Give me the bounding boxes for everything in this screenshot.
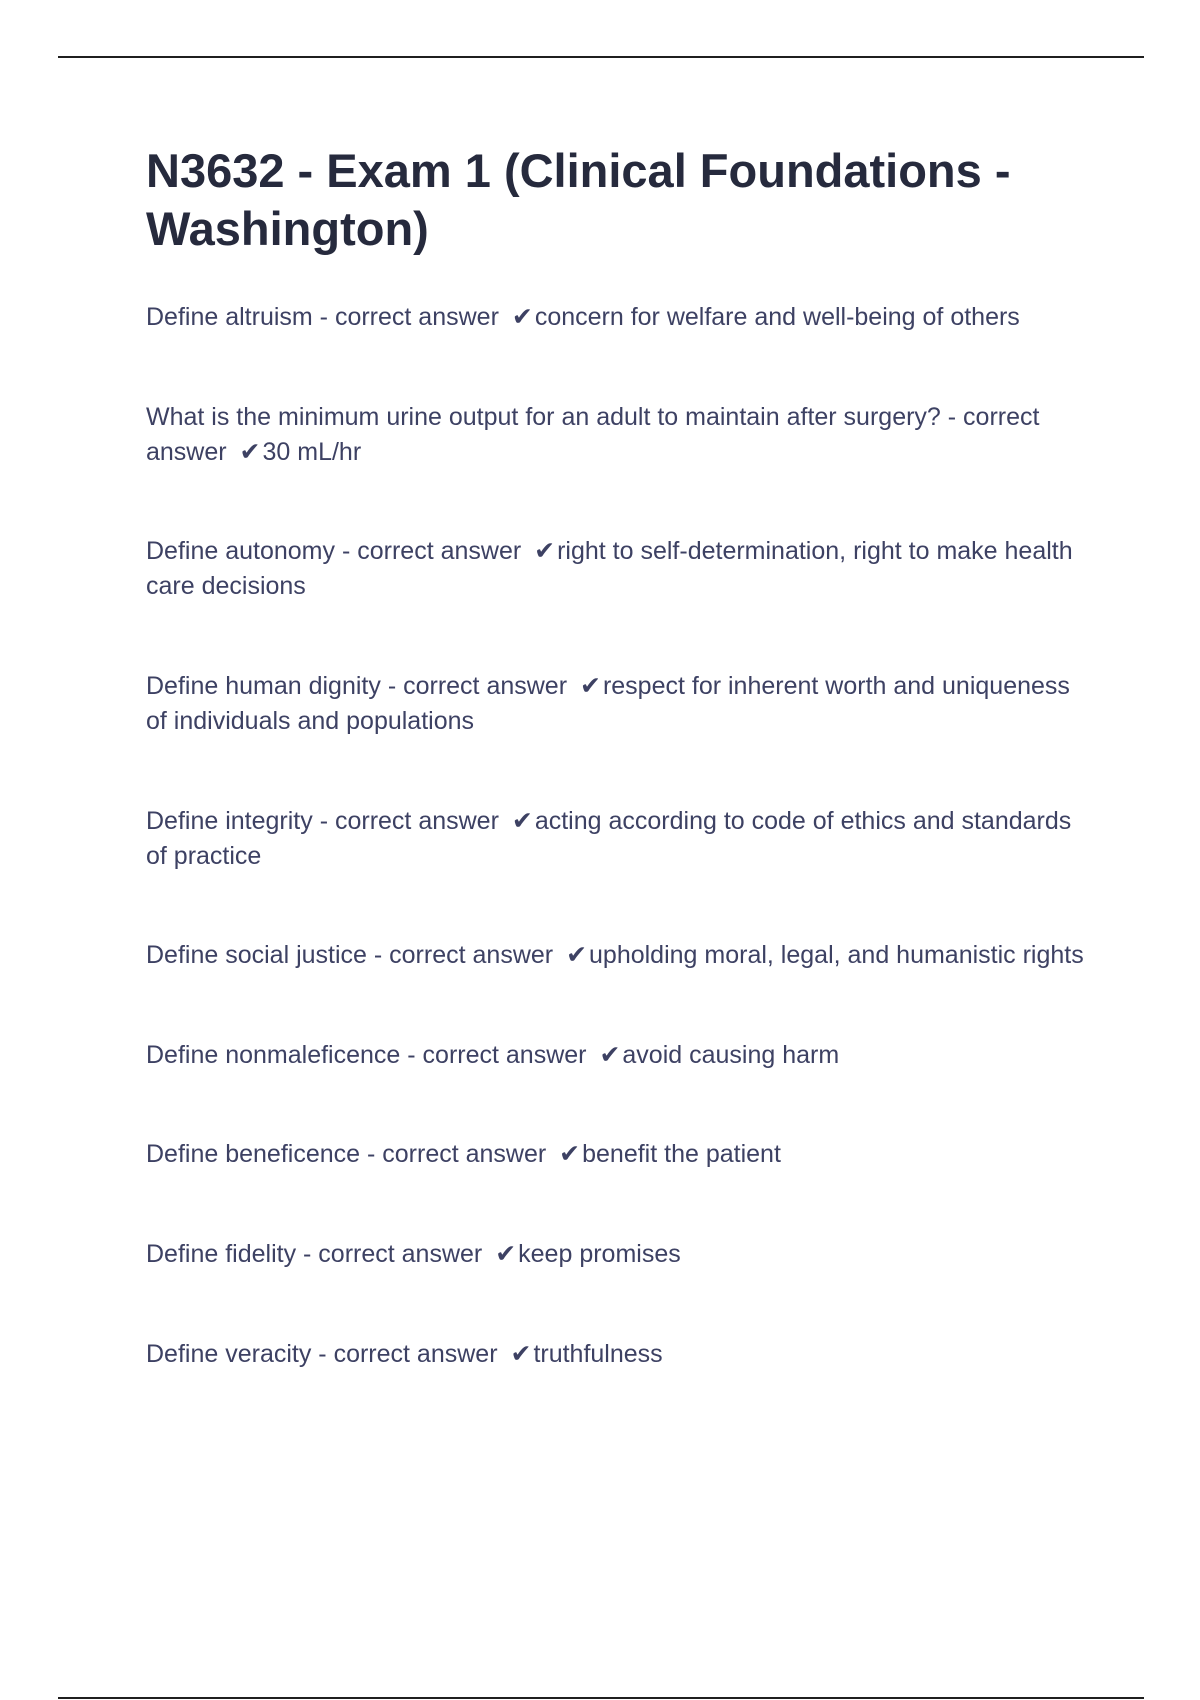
check-mark-icon: ✔ — [510, 1340, 532, 1368]
qa-item — [146, 804, 1096, 874]
check-mark-icon: ✔ — [495, 1240, 517, 1268]
separator: - — [366, 941, 390, 969]
check-mark-icon: ✔ — [559, 1140, 581, 1168]
question-text: Define fidelity — [146, 1240, 297, 1268]
check-mark-icon: ✔ — [239, 438, 261, 466]
qa-item — [146, 1137, 1096, 1172]
answer-text: benefit the patient — [582, 1140, 781, 1168]
answer-label: correct answer — [318, 1240, 483, 1268]
separator: - — [312, 807, 335, 835]
answer-text: acting according to code of ethics and standards of practice — [146, 807, 1072, 870]
answer-text: 30 mL/hr — [262, 438, 362, 466]
check-mark-icon: ✔ — [599, 1041, 621, 1069]
answer-label: correct answer — [333, 1340, 498, 1368]
answer-label: correct answer — [389, 941, 554, 969]
qa-item — [146, 534, 1096, 604]
question-text: Define social justice — [146, 941, 367, 969]
answer-text: concern for welfare and well-being of others — [534, 303, 1020, 331]
answer-text: right to self-determination, right to make health care decisions — [146, 537, 1073, 600]
answer-text: avoid causing harm — [622, 1041, 840, 1069]
separator: - — [940, 403, 964, 431]
check-mark-icon: ✔ — [534, 537, 556, 565]
check-mark-icon: ✔ — [566, 941, 588, 969]
answer-label: correct answer — [357, 537, 522, 565]
answer-label: correct answer — [403, 672, 568, 700]
answer-label: correct answer — [422, 1041, 587, 1069]
qa-item — [146, 300, 1096, 335]
qa-item — [146, 669, 1096, 739]
answer-text: respect for inherent worth and uniqueness of individuals and populations — [146, 672, 1070, 735]
separator: - — [400, 1041, 423, 1069]
separator: - — [311, 1340, 334, 1368]
qa-item — [146, 938, 1096, 973]
answer-text: truthfulness — [533, 1340, 663, 1368]
qa-item — [146, 1337, 1096, 1372]
separator: - — [296, 1240, 319, 1268]
separator: - — [312, 303, 335, 331]
question-text: Define veracity — [146, 1340, 312, 1368]
qa-item — [146, 1237, 1096, 1272]
check-mark-icon: ✔ — [580, 672, 601, 700]
check-mark-icon: ✔ — [511, 303, 533, 331]
answer-text: upholding moral, legal, and humanistic rights — [589, 941, 1084, 969]
question-text: Define autonomy — [146, 537, 336, 565]
question-text: Define nonmaleficence — [146, 1041, 401, 1069]
qa-item — [146, 1038, 1096, 1073]
answer-label: correct answer — [334, 303, 499, 331]
page-title: N3632 - Exam 1 (Clinical Foundations - Washington) — [146, 144, 1011, 255]
question-text: What is the minimum urine output for an adult to maintain after surgery? — [146, 403, 941, 431]
question-text: Define integrity — [146, 807, 313, 835]
qa-list — [146, 300, 1096, 1372]
bottom-divider — [58, 1697, 1144, 1699]
question-text: Define beneficence — [146, 1140, 361, 1168]
check-mark-icon: ✔ — [511, 807, 533, 835]
qa-item — [146, 400, 1096, 470]
top-divider — [58, 56, 1144, 58]
separator: - — [360, 1140, 383, 1168]
answer-label: correct answer — [146, 403, 1040, 466]
answer-text: keep promises — [518, 1240, 681, 1268]
question-text: Define human dignity — [146, 672, 381, 700]
answer-label: correct answer — [334, 807, 499, 835]
answer-label: correct answer — [382, 1140, 547, 1168]
separator: - — [380, 672, 404, 700]
question-text: Define altruism — [146, 303, 313, 331]
document-body — [146, 142, 1096, 1372]
separator: - — [335, 537, 358, 565]
